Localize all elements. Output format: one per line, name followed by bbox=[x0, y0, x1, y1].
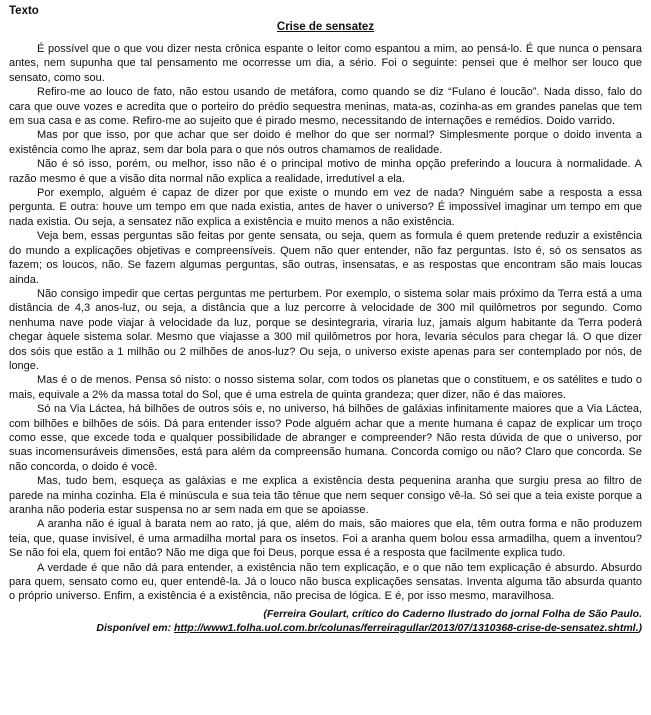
document-title bbox=[9, 21, 642, 33]
citation-source-url[interactable]: http://www1.folha.uol.com.br/colunas/ferreiragullar/2013/07/1310368-crise-de-sensatez.shtml. bbox=[174, 621, 639, 634]
citation-source-prefix: Disponível em: bbox=[96, 621, 174, 634]
paragraph: A aranha não é igual à barata nem ao rato, já que, além do mais, são maiores que ela, têm outra forma e não produzem teia, que, quase invisível, é uma armadilha mortal para os insetos. Foi a aranha quem bolou essa armadilha, quem a inventou? Se não foi ela, quem foi então? Não me diga que foi Deus, porque essa é a resposta que facilmente explica tudo. bbox=[9, 518, 642, 560]
paragraph: Só na Via Láctea, há bilhões de outros sóis e, no universo, há bilhões de galáxias infinitamente maiores que a Via Láctea, com bilhões e bilhões de sóis. Dá para entender isso? Pode alguém achar que a mente humana é capaz de explicar um troço como esse, que excede toda e qualquer possibilidade de abranger e compreender? Não resta dúvida de que o universo, por suas incomensuráveis dimensões, está para além da compreensão humana. Concorda comigo ou não? Claro que concorda. Se não concorda, o doido é você. bbox=[9, 403, 642, 473]
citation-source-line bbox=[9, 621, 642, 635]
citation bbox=[9, 607, 642, 635]
paragraph: Mas é o de menos. Pensa só nisto: o nosso sistema solar, com todos os planetas que o constituem, e os satélites e tudo o mais, equivale a 2% da massa total do Sol, que é uma estrela de quinta grandeza; quer dizer, não é das maiores. bbox=[9, 374, 642, 401]
paragraph: Veja bem, essas perguntas são feitas por gente sensata, ou seja, quem as formula é quem pretende reduzir a existência do mundo a explicações objetivas e compreensíveis. Quem não quer entender, não faz perguntas. Isto é, só os sensatos as fazem; os loucos, não. Se fazem algumas perguntas, são outras, insensatas, e as respostas que encontram são mais loucas ainda. bbox=[9, 230, 642, 286]
paragraph: Não é só isso, porém, ou melhor, isso não é o principal motivo de minha opção preferindo a loucura à normalidade. A razão mesmo é que a visão dita normal não explica a realidade, irredutível a ela. bbox=[9, 158, 642, 185]
section-label: Texto bbox=[9, 5, 39, 17]
paragraph: Por exemplo, alguém é capaz de dizer por que existe o mundo em vez de nada? Ninguém sabe a resposta a essa pergunta. E outra: houve um tempo em que nada existia, antes de haver o universo? É impossível imaginar um tempo em que nada existia. Ou seja, a sensatez não explica a existência e muito menos a não existência. bbox=[9, 187, 642, 228]
paragraph: Não consigo impedir que certas perguntas me perturbem. Por exemplo, o sistema solar mais próximo da Terra está a uma distância de 4,3 anos-luz, ou seja, a distância que a luz percorre à velocidade de 300 mil quilômetros por segundo. Como nenhuma nave pode viajar à velocidade da luz, porque se desintegraria, viraria luz, jamais algum habitante da Terra poderá chegar àquele sistema solar. Mesmo que viajasse a 300 mil quilômetros por hora, levaria séculos para chegar lá. O que dizer dos sóis que estão a 1 milhão ou 2 milhões de anos-luz? Ou seja, o universo existe apenas para ser contemplado por nós, de longe. bbox=[9, 287, 642, 372]
body-text bbox=[9, 42, 642, 604]
paragraph: Refiro-me ao louco de fato, não estou usando de metáfora, como quando se diz “Fulano é loucão”. Nada disso, falo do cara que ouve vozes e acredita que o porteiro do prédio sequestra meninas, mata-as, cozinha-as em grandes panelas que tem em sua casa e as come. Refiro-me ao sujeito que é pirado mesmo, necessitando de internações e remédios. Doido varrido. bbox=[9, 86, 642, 128]
paragraph: Mas por que isso, por que achar que ser doido é melhor do que ser normal? Simplesmente porque o doido inventa a existência como lhe apraz, sem dar bola para o que nós outros chamamos de realidade. bbox=[9, 129, 642, 156]
paragraph: Mas, tudo bem, esqueça as galáxias e me explica a existência desta pequenina aranha que surgiu presa ao filtro de parede na minha cozinha. Ela é minúscula e sua teia tão tênue que nem sequer consigo vê-la. Só sei que a teia existe porque a aranha não poderia estar suspensa no ar sem nada em que se apoiasse. bbox=[9, 475, 642, 516]
citation-source-suffix: ) bbox=[638, 621, 642, 634]
paragraph: É possível que o que vou dizer nesta crônica espante o leitor como espantou a mim, ao pensá-lo. É que nunca o pensara antes, nem supunha que tal pensamento me ocorresse um dia, a sério. Foi o seguinte: pensei que é melhor ser louco que sensato, como sou. bbox=[9, 43, 642, 84]
citation-author-line: (Ferreira Goulart, crítico do Caderno Ilustrado do jornal Folha de São Paulo. bbox=[263, 607, 642, 620]
document-title-text: Crise de sensatez bbox=[276, 21, 375, 33]
paragraph: A verdade é que não dá para entender, a existência não tem explicação, e o que não tem explicação é absurdo. Absurdo para quem, sensato como eu, quer entendê-la. Já o louco não busca explicações sensatas. Inventa alguma tão absurda quanto o próprio universo. Enfim, a existência é a existência, não precisa de lógica. E é, por isso mesmo, maravilhosa. bbox=[9, 561, 642, 603]
